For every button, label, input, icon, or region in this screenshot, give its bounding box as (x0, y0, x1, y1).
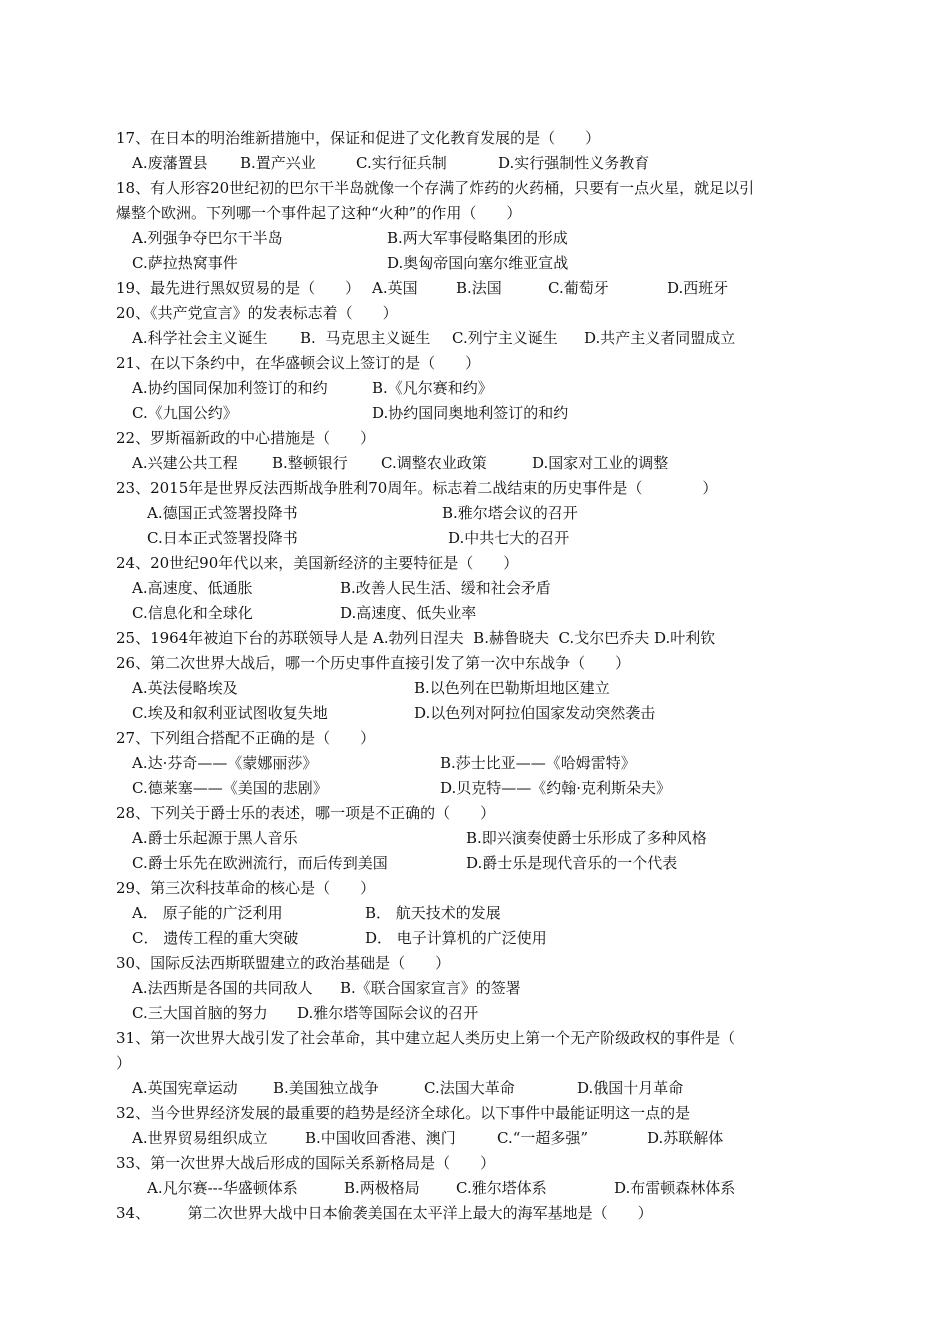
option-33-a: A.凡尔赛---华盛顿体系 (147, 1179, 298, 1197)
option-19-c: C.葡萄牙 (548, 279, 609, 297)
question-19: 19、最先进行黑奴贸易的是（ ） (116, 279, 361, 297)
option-29-b: B． 航天技术的发展 (365, 904, 501, 922)
question-31-cont: ） (116, 1054, 132, 1072)
question-33: 33、第一次世界大战后形成的国际关系新格局是（ ） (116, 1154, 496, 1172)
option-27-a: A.达·芬奇——《蒙娜丽莎》 (132, 754, 318, 772)
question-18: 18、有人形容20世纪初的巴尔干半岛就像一个存满了炸药的火药桶，只要有一点火星，就足以引 (116, 179, 755, 197)
question-30: 30、国际反法西斯联盟建立的政治基础是（ ） (116, 954, 451, 972)
option-20-a: A.科学社会主义诞生 (132, 329, 268, 347)
question-25: 25、1964年被迫下台的苏联领导人是 A.勃列日涅夫 B.赫鲁晓夫 C.戈尔巴乔夫 D.叶利钦 (116, 629, 716, 647)
question-18-cont: 爆整个欧洲。下列哪一个事件起了这种“火种”的作用（ ） (116, 204, 522, 222)
option-26-d: D.以色列对阿拉伯国家发动突然袭击 (414, 704, 656, 722)
option-30-b: B.《联合国家宣言》的签署 (340, 979, 521, 997)
option-32-a: A.世界贸易组织成立 (132, 1129, 268, 1147)
option-22-b: B.整顿银行 (272, 454, 348, 472)
question-23: 23、2015年是世界反法西斯战争胜利70周年。标志着二战结束的历史事件是（ ） (116, 479, 718, 497)
option-20-c: C.列宁主义诞生 (452, 329, 558, 347)
option-29-a: A． 原子能的广泛利用 (132, 904, 283, 922)
option-17-b: B.置产兴业 (240, 154, 316, 172)
option-26-a: A.英法侵略埃及 (132, 679, 238, 697)
question-24: 24、20世纪90年代以来，美国新经济的主要特征是（ ） (116, 554, 519, 572)
option-24-b: B.改善人民生活、缓和社会矛盾 (340, 579, 551, 597)
option-30-d: D.雅尔塔等国际会议的召开 (297, 1004, 479, 1022)
option-19-a: A.英国 (372, 279, 418, 297)
option-33-c: C.雅尔塔体系 (456, 1179, 547, 1197)
option-17-a: A.废藩置县 (132, 154, 208, 172)
option-30-a: A.法西斯是各国的共同敌人 (132, 979, 313, 997)
option-22-a: A.兴建公共工程 (132, 454, 238, 472)
option-20-b: B. 马克思主义诞生 (300, 329, 431, 347)
option-19-b: B.法国 (456, 279, 502, 297)
option-32-b: B.中国收回香港、澳门 (305, 1129, 456, 1147)
option-33-b: B.两极格局 (344, 1179, 420, 1197)
option-28-c: C.爵士乐先在欧洲流行，而后传到美国 (132, 854, 388, 872)
option-28-b: B.即兴演奏使爵士乐形成了多种风格 (466, 829, 707, 847)
question-27: 27、下列组合搭配不正确的是（ ） (116, 729, 376, 747)
question-32: 32、当今世界经济发展的最重要的趋势是经济全球化。以下事件中最能证明这一点的是 (116, 1104, 691, 1122)
option-24-a: A.高速度、低通胀 (132, 579, 253, 597)
option-23-c: C.日本正式签署投降书 (147, 529, 298, 547)
option-23-d: D.中共七大的召开 (448, 529, 570, 547)
option-21-d: D.协约国同奥地利签订的和约 (372, 404, 569, 422)
option-21-a: A.协约国同保加利签订的和约 (132, 379, 328, 397)
question-31: 31、第一次世界大战引发了社会革命，其中建立起人类历史上第一个无产阶级政权的事件是（ (116, 1029, 736, 1047)
option-19-d: D.西班牙 (667, 279, 729, 297)
option-31-a: A.英国宪章运动 (132, 1079, 238, 1097)
question-26: 26、第二次世界大战后，哪一个历史事件直接引发了第一次中东战争（ ） (116, 654, 631, 672)
question-34: 34、 第二次世界大战中日本偷袭美国在太平洋上最大的海军基地是（ ） (116, 1204, 653, 1222)
option-26-b: B.以色列在巴勒斯坦地区建立 (414, 679, 610, 697)
question-17: 17、在日本的明治维新措施中，保证和促进了文化教育发展的是（ ） (116, 129, 601, 147)
option-28-d: D.爵士乐是现代音乐的一个代表 (466, 854, 678, 872)
option-24-c: C.信息化和全球化 (132, 604, 253, 622)
option-30-c: C.三大国首脑的努力 (132, 1004, 268, 1022)
option-28-a: A.爵士乐起源于黑人音乐 (132, 829, 298, 847)
option-33-d: D.布雷顿森林体系 (614, 1179, 736, 1197)
option-26-c: C.埃及和叙利亚试图收复失地 (132, 704, 328, 722)
option-31-b: B.美国独立战争 (273, 1079, 379, 1097)
question-28: 28、下列关于爵士乐的表述，哪一项是不正确的（ ） (116, 804, 496, 822)
option-17-d: D.实行强制性义务教育 (498, 154, 650, 172)
option-20-d: D.共产主义者同盟成立 (584, 329, 736, 347)
option-18-d: D.奥匈帝国向塞尔维亚宣战 (387, 254, 569, 272)
option-31-d: D.俄国十月革命 (577, 1079, 684, 1097)
option-29-d: D． 电子计算机的广泛使用 (365, 929, 547, 947)
question-20: 20、《共产党宣言》的发表标志着（ ） (116, 304, 398, 322)
option-17-c: C.实行征兵制 (356, 154, 447, 172)
option-22-d: D.国家对工业的调整 (532, 454, 669, 472)
option-31-c: C.法国大革命 (424, 1079, 515, 1097)
option-24-d: D.高速度、低失业率 (340, 604, 477, 622)
option-23-b: B.雅尔塔会议的召开 (442, 504, 578, 522)
question-29: 29、第三次科技革命的核心是（ ） (116, 879, 376, 897)
option-22-c: C.调整农业政策 (381, 454, 487, 472)
option-32-c: C.“一超多强” (497, 1129, 589, 1147)
option-18-b: B.两大军事侵略集团的形成 (387, 229, 568, 247)
option-21-b: B.《凡尔赛和约》 (372, 379, 493, 397)
question-21: 21、在以下条约中，在华盛顿会议上签订的是（ ） (116, 354, 481, 372)
question-22: 22、罗斯福新政的中心措施是（ ） (116, 429, 376, 447)
option-18-c: C.萨拉热窝事件 (132, 254, 238, 272)
option-23-a: A.德国正式签署投降书 (147, 504, 298, 522)
option-29-c: C． 遗传工程的重大突破 (132, 929, 299, 947)
option-27-c: C.德莱塞——《美国的悲剧》 (132, 779, 328, 797)
option-27-b: B.莎士比亚——《哈姆雷特》 (440, 754, 636, 772)
option-21-c: C.《九国公约》 (132, 404, 238, 422)
option-18-a: A.列强争夺巴尔干半岛 (132, 229, 283, 247)
option-32-d: D.苏联解体 (647, 1129, 724, 1147)
option-27-d: D.贝克特——《约翰·克利斯朵夫》 (440, 779, 672, 797)
